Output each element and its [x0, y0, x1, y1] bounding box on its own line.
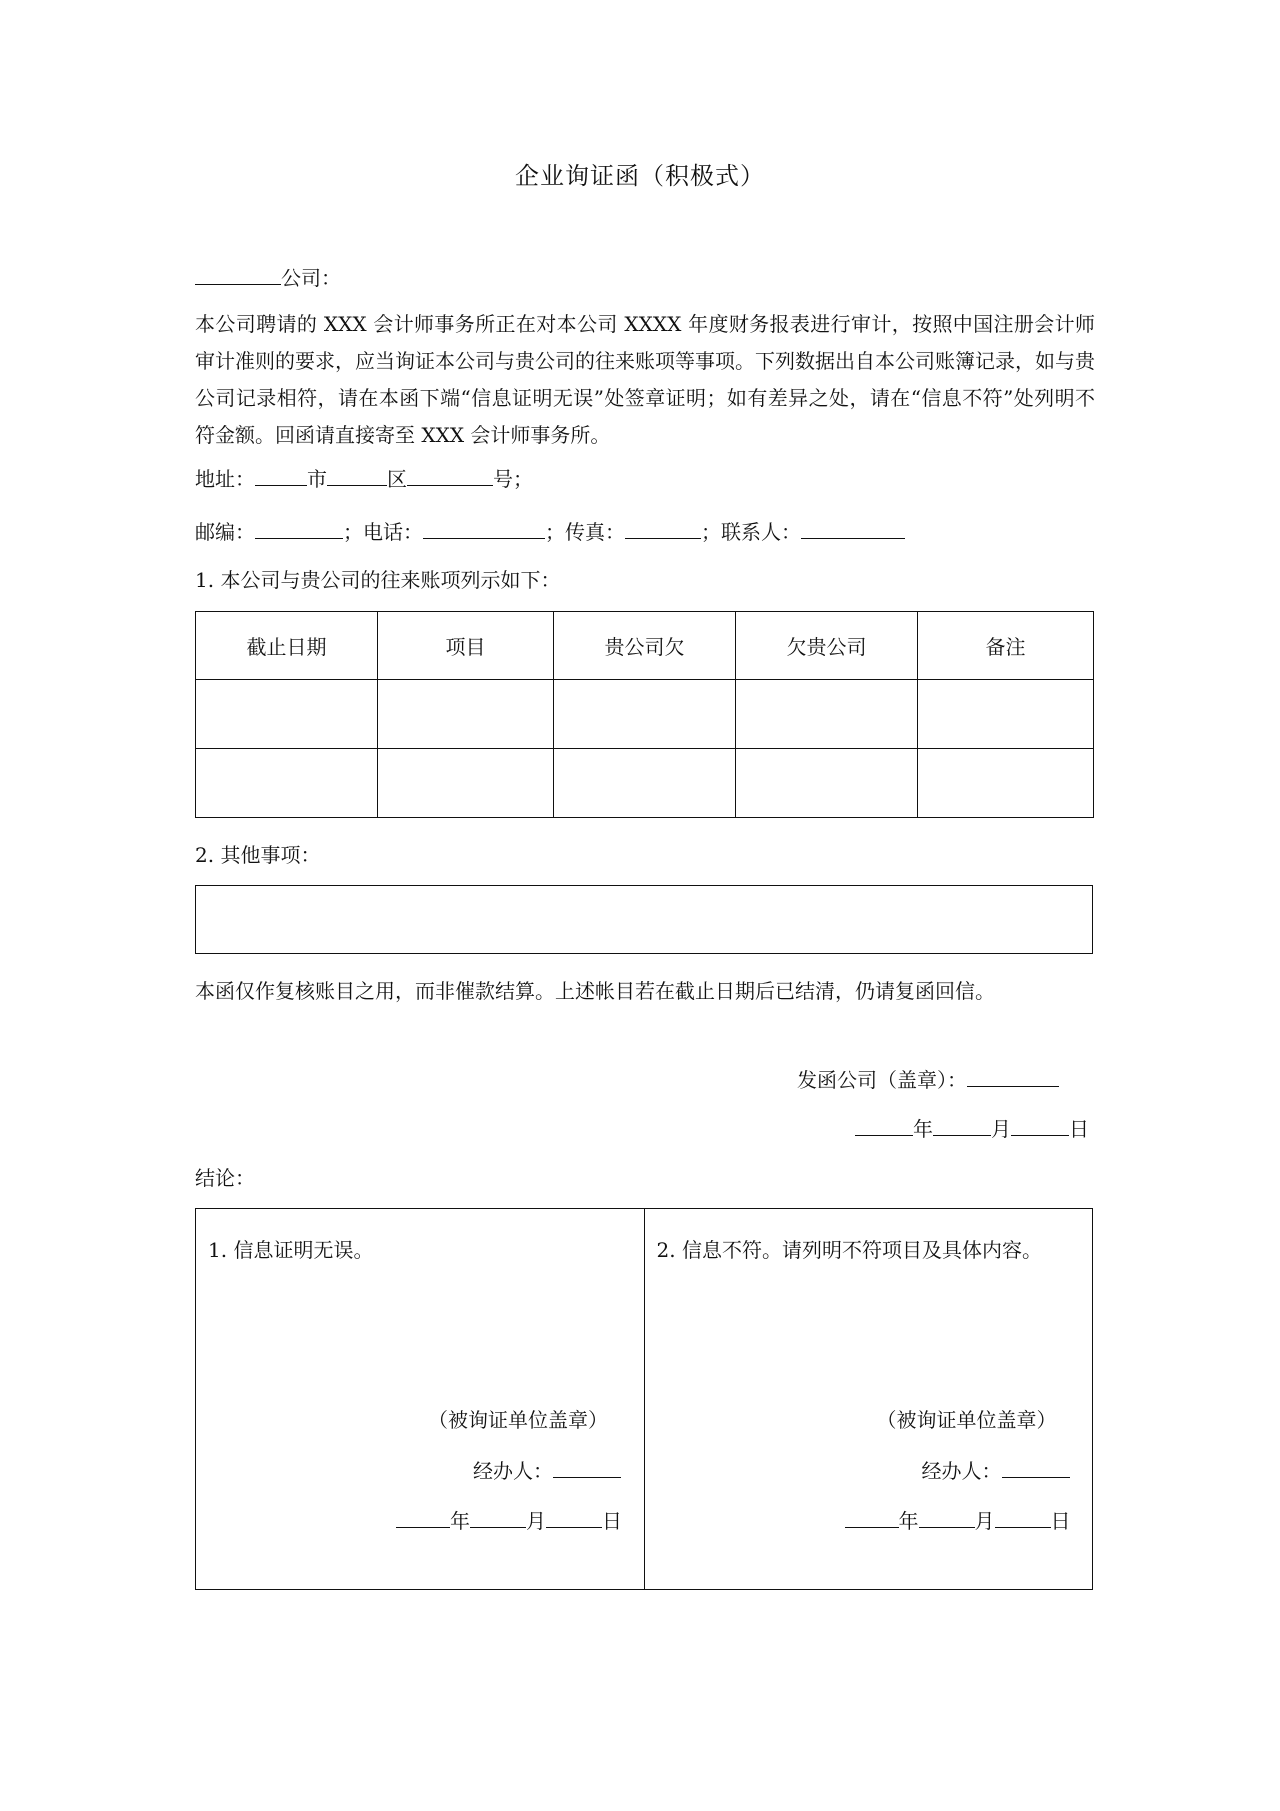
sender-year-label: 年	[913, 1117, 933, 1141]
header-item: 项目	[378, 612, 554, 680]
fax-label: ；传真：	[545, 520, 625, 544]
mismatch-year-blank[interactable]	[845, 1505, 899, 1528]
sender-date-line	[855, 1113, 1089, 1143]
header-owed-by-you: 贵公司欠	[554, 612, 736, 680]
header-cutoff-date: 截止日期	[196, 612, 378, 680]
mismatch-day-label: 日	[1050, 1509, 1071, 1533]
mismatch-year-label: 年	[898, 1509, 919, 1533]
district-label: 区	[387, 467, 407, 491]
sender-stamp-blank[interactable]	[967, 1064, 1059, 1087]
table-cell[interactable]	[196, 749, 378, 818]
sender-stamp-line	[797, 1064, 1059, 1094]
confirmed-day-blank[interactable]	[546, 1505, 602, 1528]
confirmed-day-label: 日	[602, 1509, 622, 1533]
mismatch-handler-blank[interactable]	[1002, 1455, 1070, 1478]
confirmed-stamp-label: （被询证单位盖章）	[428, 1408, 608, 1432]
sender-day-label: 日	[1069, 1117, 1089, 1141]
mismatch-day-blank[interactable]	[995, 1505, 1051, 1528]
section2-heading: 2. 其他事项：	[195, 843, 321, 867]
table-cell[interactable]	[378, 680, 554, 749]
header-owed-to-you: 欠贵公司	[736, 612, 918, 680]
postcode-label: 邮编：	[195, 520, 255, 544]
district-blank[interactable]	[327, 463, 387, 486]
conclusion-confirmed-cell[interactable]	[196, 1209, 644, 1589]
sender-year-blank[interactable]	[855, 1113, 913, 1136]
sender-day-blank[interactable]	[1011, 1113, 1069, 1136]
document-title: 企业询证函（积极式）	[515, 162, 765, 190]
table-cell[interactable]	[918, 680, 1094, 749]
section1-heading: 1. 本公司与贵公司的往来账项列示如下：	[195, 568, 561, 592]
contact-person-label: ；联系人：	[701, 520, 801, 544]
street-number-blank[interactable]	[407, 463, 493, 486]
fax-blank[interactable]	[625, 516, 701, 539]
number-label: 号；	[493, 467, 533, 491]
mismatch-month-label: 月	[974, 1509, 995, 1533]
mismatch-handler-line	[922, 1455, 1070, 1484]
confirmed-date-line	[396, 1505, 622, 1534]
phone-blank[interactable]	[423, 516, 545, 539]
conclusion-box	[195, 1208, 1093, 1590]
confirmed-handler-blank[interactable]	[553, 1455, 621, 1478]
table-cell[interactable]	[918, 749, 1094, 818]
confirmed-year-label: 年	[450, 1509, 470, 1533]
table-header-row	[196, 612, 1094, 680]
confirmed-month-blank[interactable]	[470, 1505, 526, 1528]
other-matters-box[interactable]	[195, 885, 1093, 954]
phone-label: ；电话：	[343, 520, 423, 544]
table-cell[interactable]	[736, 749, 918, 818]
address-line	[195, 463, 533, 493]
table-cell[interactable]	[554, 749, 736, 818]
mismatch-date-line	[845, 1505, 1071, 1534]
table-row	[196, 680, 1094, 749]
accounts-table	[195, 611, 1094, 818]
intro-paragraph: 本公司聘请的 XXX 会计师事务所正在对本公司 XXXX 年度财务报表进行审计，按照中国注册会计师审计准则的要求，应当询证本公司与贵公司的往来账项等事项。下列数据出自本公司账簿记录，如与贵公司记录相符，请在本函下端“信息证明无误”处签章证明；如有差异之处，请在“信息不符”处列明不符金额。回函请直接寄至 XXX 会计师事务所。	[195, 312, 1095, 447]
table-cell[interactable]	[736, 680, 918, 749]
contact-person-blank[interactable]	[801, 516, 905, 539]
confirmed-handler-line	[473, 1455, 621, 1484]
postcode-blank[interactable]	[255, 516, 343, 539]
confirmed-year-blank[interactable]	[396, 1505, 450, 1528]
mismatch-handler-label: 经办人：	[921, 1459, 1002, 1483]
city-label: 市	[307, 467, 327, 491]
city-blank[interactable]	[255, 463, 307, 486]
address-label: 地址：	[195, 467, 255, 491]
table-cell[interactable]	[554, 680, 736, 749]
mismatch-stamp-label: （被询证单位盖章）	[876, 1408, 1057, 1432]
salutation-line	[195, 262, 341, 292]
table-cell[interactable]	[378, 749, 554, 818]
confirmed-heading: 1. 信息证明无误。	[208, 1238, 374, 1262]
conclusion-label: 结论：	[195, 1166, 255, 1190]
salutation-suffix: 公司：	[281, 266, 341, 290]
sender-month-label: 月	[991, 1117, 1011, 1141]
contact-line	[195, 516, 905, 546]
sender-month-blank[interactable]	[933, 1113, 991, 1136]
table-row	[196, 749, 1094, 818]
mismatch-heading: 2. 信息不符。请列明不符项目及具体内容。	[656, 1238, 1042, 1262]
header-remarks: 备注	[918, 612, 1094, 680]
mismatch-month-blank[interactable]	[919, 1505, 975, 1528]
conclusion-mismatch-cell[interactable]	[644, 1209, 1093, 1589]
note-paragraph: 本函仅作复核账目之用，而非催款结算。上述帐目若在截止日期后已结清，仍请复函回信。	[195, 979, 995, 1003]
confirmed-month-label: 月	[526, 1509, 546, 1533]
sender-label: 发函公司（盖章）：	[797, 1068, 967, 1092]
confirmed-handler-label: 经办人：	[473, 1459, 553, 1483]
company-name-blank[interactable]	[195, 262, 281, 285]
table-cell[interactable]	[196, 680, 378, 749]
